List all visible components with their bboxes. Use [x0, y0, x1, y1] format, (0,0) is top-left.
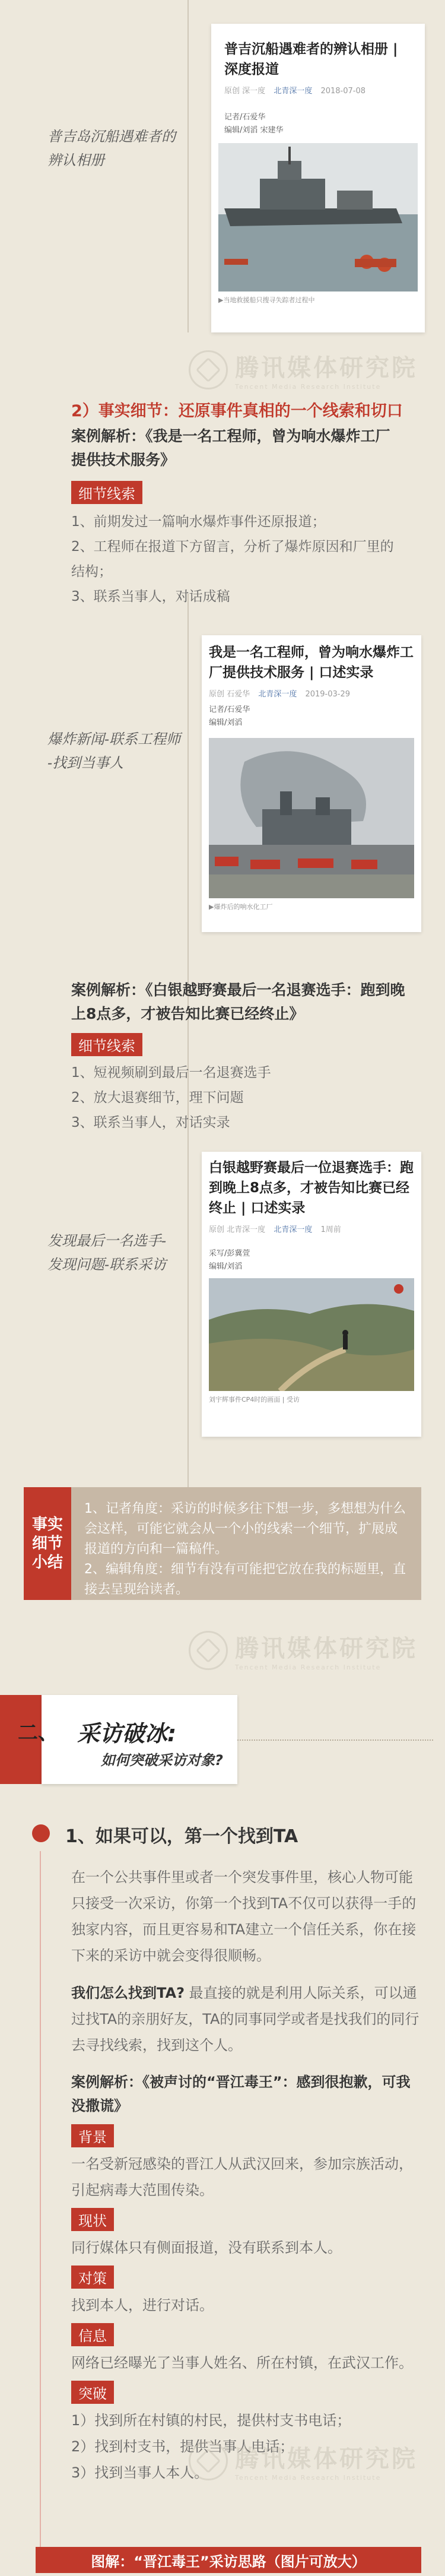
summary-box: 1、记者角度：采访的时候多往下想一步，多想想为什么会这样，可能它就会从一个小的线索一个细节，扩展成报道的方向和一篇稿件。 2、编辑角度：细节有没有可能把它放在我的标题里，直接去呈现给读者。: [71, 1487, 421, 1600]
photo-caption: ▶当地救援船只搜寻失踪者过程中: [218, 296, 315, 304]
article-meta: 原创 石爱华 北青深一度 2019-03-29: [209, 690, 351, 699]
article-photo: [218, 143, 418, 291]
article-photo: [209, 1278, 414, 1391]
watermark: 腾讯媒体研究院 Tencent Media Research Institute: [189, 2440, 418, 2482]
footer-caption: 图解：“晋江毒王”采访思路（图片可放大）: [91, 2553, 366, 2570]
clue-tag: 细节线索: [71, 1033, 142, 1056]
article-meta: 原创 深一度 北青深一度 2018-07-08: [224, 87, 366, 96]
photo-caption: ▶爆炸后的响水化工厂: [209, 903, 273, 911]
article-title: 我是一名工程师，曾为响水爆炸工厂提供技术服务 | 口述实录: [209, 645, 414, 680]
summary-label: 事实细节小结: [31, 1516, 63, 1571]
logo-icon: [189, 2441, 228, 2480]
case-title: 案例解析：《我是一名工程师，曾为响水爆炸工厂提供技术服务》: [71, 427, 390, 468]
footer-bar: [36, 2547, 421, 2573]
watermark: 腾讯媒体研究院 Tencent Media Research Institute: [189, 349, 418, 391]
article-card[interactable]: [211, 24, 425, 332]
side-caption: 爆炸新闻-联系工程师 -找到当事人: [47, 731, 181, 771]
article-meta: 原创 北青深一度 北青深一度 1周前: [209, 1225, 341, 1234]
question-paragraph: 我们怎么找到TA? 最直接的就是利用人际关系，可以通过找TA的亲朋好友，TA的同事同学或者是找我们的同行去寻找线索，找到这个人。: [71, 1985, 419, 2054]
article-card[interactable]: [202, 1152, 421, 1437]
intro-paragraph: 在一个公共事件里或者一个突发事件里，核心人物可能只接受一次采访，你第一个找到TA不仅可以获得一手的独家内容，而且更容易和TA建立一个信任关系，你在接下来的采访中就会变得很顺畅。: [71, 1869, 417, 1964]
case-blocks: 背景 一名受新冠感染的晋江人从武汉回来，参加宗族活动，引起病毒大范围传染。 现状 同行媒体只有侧面报道，没有联系到本人。 对策 找到本人，进行对话。 信息 网络已经曝光了当事人姓名、所在村镇，在武汉工作。 突破 1）找到所在村镇的村民，提供村支书电话； 2）找到村支书，提供当事人电话； 3）找到当事人本人。: [71, 2124, 421, 2486]
logo-icon: [189, 1631, 228, 1670]
block-tag: 突破: [71, 2381, 114, 2404]
side-caption: 普吉岛沉船遇难者的 辨认相册: [47, 128, 176, 169]
article-card[interactable]: [202, 635, 421, 932]
point-title: 1、如果可以，第一个找到TA: [65, 1826, 298, 1847]
side-caption: 发现最后一名选手- 发现问题-联系采访: [47, 1232, 167, 1273]
block-tag: 信息: [71, 2323, 114, 2346]
section-title: 采访破冰:: [77, 1720, 177, 1747]
section-subtitle: 如何突破采访对象?: [101, 1752, 223, 1769]
summary-label-box: [24, 1487, 71, 1600]
article-credits: 采写/彭冀萱 编辑/刘滔: [209, 1249, 250, 1271]
photo-caption: 刘宇辉事件CP4时的画面 | 受访: [209, 1396, 300, 1403]
logo-icon: [189, 350, 228, 389]
watermark: 腾讯媒体研究院 Tencent Media Research Institute: [189, 1630, 418, 1671]
bullet-dot: [32, 1824, 50, 1842]
block-tag: 对策: [71, 2266, 114, 2289]
article-photo: [209, 738, 414, 898]
clue-list: 1、前期发过一篇响水爆炸事件还原报道； 2、工程师在报道下方留言，分析了爆炸原因和厂里的结构； 3、联系当事人，对话成稿: [71, 514, 394, 604]
article-credits: 记者/石爱华 编辑/刘滔 宋建华: [224, 113, 284, 135]
article-title: 普吉沉船遇难者的辨认相册 | 深度报道: [224, 42, 398, 77]
block-tag: 背景: [71, 2124, 114, 2147]
article-credits: 记者/石爱华 编辑/刘滔: [209, 705, 250, 727]
point-title: 2）事实细节：还原事件真相的一个线索和切口: [71, 402, 403, 420]
case-title: 案例解析：《被声讨的“晋江毒王”：感到很抱歉，可我没撒谎》: [71, 2074, 411, 2114]
dotted-divider: [237, 1739, 433, 1741]
article-title: 白银越野赛最后一位退赛选手：跑到晚上8点多，才被告知比赛已经终止 | 口述实录: [209, 1160, 414, 1216]
clue-list: 1、短视频刷到最后一名退赛选手 2、放大退赛细节，理下问题 3、联系当事人，对话实录: [71, 1065, 271, 1130]
section-number: 二、: [18, 1721, 58, 1745]
timeline-line: [187, 0, 189, 332]
timeline-line: [40, 1851, 41, 2552]
section-header: [0, 1695, 445, 1784]
case-title: 案例解析：《白银越野赛最后一名退赛选手：跑到晚上8点多，才被告知比赛已经终止》: [71, 981, 405, 1022]
block-tag: 现状: [71, 2208, 114, 2231]
clue-tag: 细节线索: [71, 481, 142, 504]
